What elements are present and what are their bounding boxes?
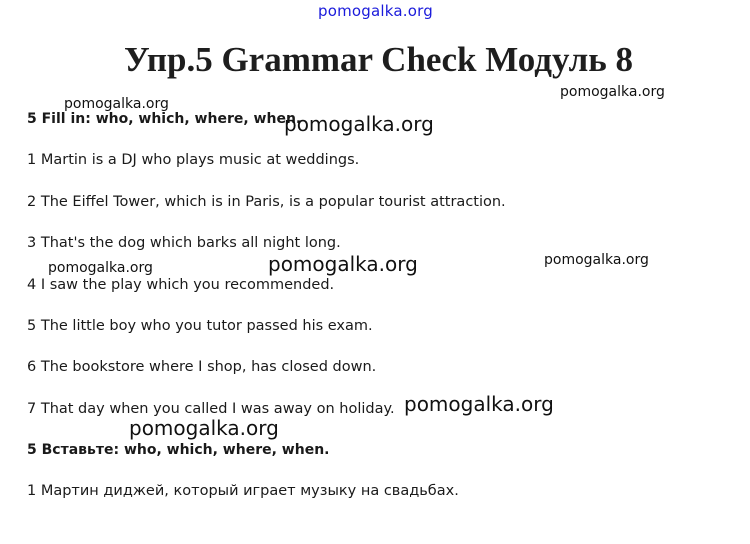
watermark: pomogalka.org — [560, 84, 665, 100]
section-heading-english: 5 Fill in: who, which, where, when. — [27, 111, 302, 127]
watermark: pomogalka.org — [544, 252, 649, 268]
watermark: pomogalka.org — [48, 260, 153, 276]
page-title: Упр.5 Grammar Check Модуль 8 — [124, 40, 633, 79]
watermark: pomogalka.org — [284, 112, 434, 136]
watermark: pomogalka.org — [64, 96, 169, 112]
watermark: pomogalka.org — [129, 416, 279, 440]
list-item: 1 Мартин диджей, который играет музыку на свадьбах. — [27, 483, 459, 499]
list-item: 1 Martin is a DJ who plays music at weddings. — [27, 152, 360, 168]
list-item: 4 I saw the play which you recommended. — [27, 277, 335, 293]
list-item: 2 The Eiffel Tower, which is in Paris, is a popular tourist attraction. — [27, 194, 506, 210]
list-item: 7 That day when you called I was away on holiday. — [27, 401, 395, 417]
watermark: pomogalka.org — [268, 252, 418, 276]
list-item: 6 The bookstore where I shop, has closed down. — [27, 359, 377, 375]
list-item: 3 That's the dog which barks all night long. — [27, 235, 341, 251]
section-heading-russian: 5 Вставьте: who, which, where, when. — [27, 442, 330, 458]
list-item: 5 The little boy who you tutor passed his exam. — [27, 318, 373, 334]
watermark: pomogalka.org — [404, 392, 554, 416]
header-watermark: pomogalka.org — [318, 2, 433, 20]
